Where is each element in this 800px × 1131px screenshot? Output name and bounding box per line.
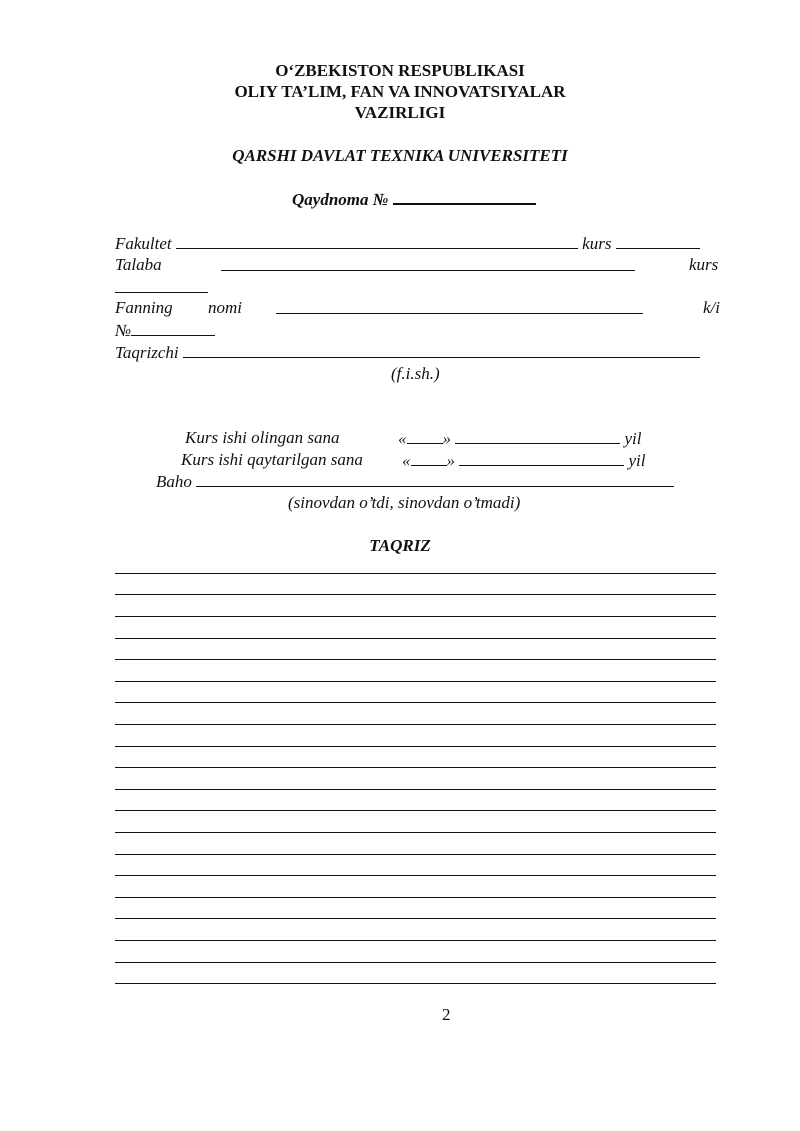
quote-close: » xyxy=(446,451,455,470)
olingan-yil-label: yil xyxy=(624,429,642,448)
ministry-line-2: OLIY TA’LIM, FAN VA INNOVATSIYALAR xyxy=(234,82,566,101)
review-line[interactable] xyxy=(115,746,716,747)
qaytarilgan-day-field[interactable] xyxy=(411,450,447,466)
review-line[interactable] xyxy=(115,832,716,833)
fakultet-row xyxy=(115,233,700,254)
talaba-label: Talaba xyxy=(115,255,162,274)
fakultet-kurs-field[interactable] xyxy=(616,233,700,249)
taqrizchi-field[interactable] xyxy=(183,342,700,358)
review-line[interactable] xyxy=(115,702,716,703)
talaba-kurs-label: kurs xyxy=(689,255,719,274)
fakultet-kurs-label: kurs xyxy=(582,234,612,253)
review-line[interactable] xyxy=(115,681,716,682)
review-line[interactable] xyxy=(115,616,716,617)
talaba-kurs-field[interactable] xyxy=(115,277,208,293)
fan-nomi-field[interactable] xyxy=(276,298,643,314)
baho-note: (sinovdan o’tdi, sinovdan o’tmadi) xyxy=(288,493,521,512)
quote-open: « xyxy=(402,451,411,470)
qaytarilgan-month-field[interactable] xyxy=(459,450,624,466)
ministry-line-1: O‘ZBEKISTON RESPUBLIKASI xyxy=(275,61,525,80)
number-sign: № xyxy=(115,321,132,340)
qaytarilgan-yil-label: yil xyxy=(628,451,646,470)
olingan-day-field[interactable] xyxy=(407,428,443,444)
review-line[interactable] xyxy=(115,789,716,790)
fish-note: (f.i.sh.) xyxy=(391,364,440,383)
fakultet-label: Fakultet xyxy=(115,234,172,253)
ki-label: k/i xyxy=(703,298,720,317)
fanning-label: Fanning xyxy=(115,298,173,317)
form-number-field[interactable] xyxy=(393,188,536,205)
quote-open: « xyxy=(398,429,407,448)
talaba-field[interactable] xyxy=(221,255,635,271)
olingan-sana-label: Kurs ishi olingan sana xyxy=(185,428,340,447)
olingan-month-field[interactable] xyxy=(455,428,620,444)
olingan-sana-row xyxy=(398,428,642,449)
review-line[interactable] xyxy=(115,875,716,876)
review-line[interactable] xyxy=(115,854,716,855)
page-number: 2 xyxy=(442,1005,451,1024)
fakultet-field[interactable] xyxy=(176,233,578,249)
review-line[interactable] xyxy=(115,918,716,919)
qaytarilgan-sana-row xyxy=(402,450,646,471)
review-line[interactable] xyxy=(115,724,716,725)
review-line[interactable] xyxy=(115,897,716,898)
taqrizchi-row xyxy=(115,342,700,363)
form-title-label: Qaydnoma № xyxy=(292,190,389,209)
review-line[interactable] xyxy=(115,962,716,963)
quote-close: » xyxy=(442,429,451,448)
baho-label: Baho xyxy=(156,472,192,491)
review-heading: TAQRIZ xyxy=(369,536,431,555)
taqrizchi-label: Taqrizchi xyxy=(115,343,179,362)
ki-number-row xyxy=(115,320,215,341)
form-title xyxy=(292,188,536,210)
review-line[interactable] xyxy=(115,573,716,574)
university-name: QARSHI DAVLAT TEXNIKA UNIVERSITETI xyxy=(232,146,568,165)
review-line[interactable] xyxy=(115,659,716,660)
review-line[interactable] xyxy=(115,810,716,811)
baho-field[interactable] xyxy=(196,471,674,487)
ministry-line-3: VAZIRLIGI xyxy=(354,103,446,122)
review-line[interactable] xyxy=(115,767,716,768)
qaytarilgan-sana-label: Kurs ishi qaytarilgan sana xyxy=(181,450,363,469)
nomi-label: nomi xyxy=(208,298,242,317)
baho-row xyxy=(156,471,674,492)
review-line[interactable] xyxy=(115,638,716,639)
review-line[interactable] xyxy=(115,594,716,595)
review-line[interactable] xyxy=(115,940,716,941)
ki-number-field[interactable] xyxy=(131,320,215,336)
review-line[interactable] xyxy=(115,983,716,984)
